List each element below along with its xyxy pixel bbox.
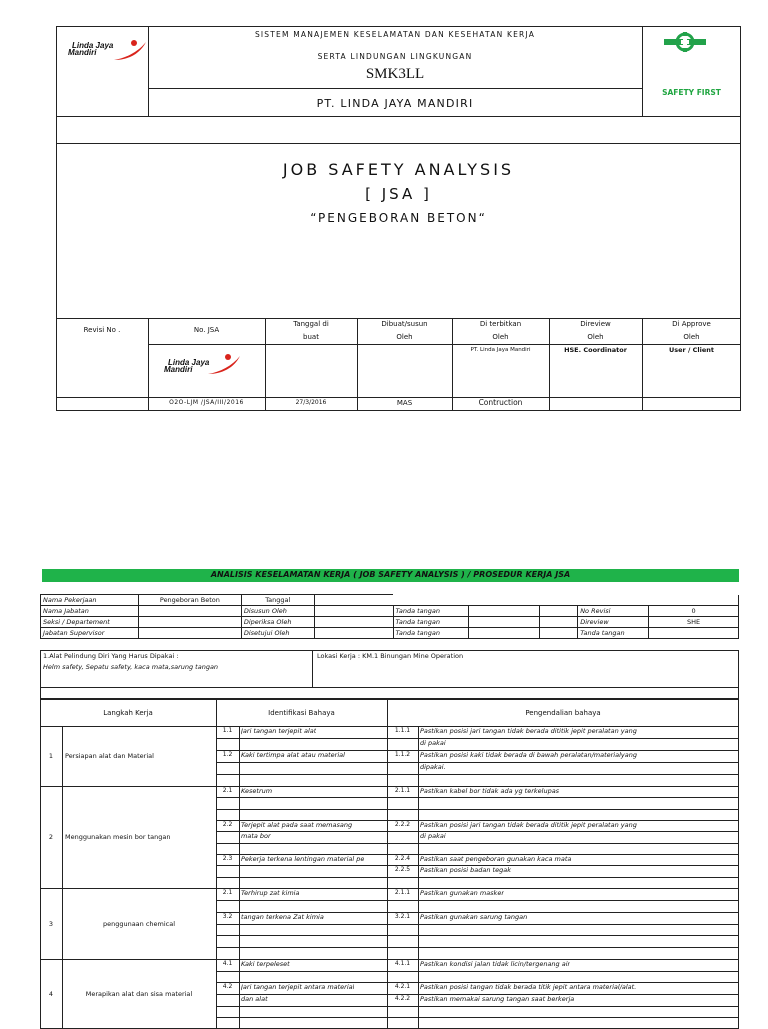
hazard-number: 2.1 (222, 889, 233, 896)
row-line (387, 935, 739, 936)
step-name: penggunaan chemical (102, 919, 176, 928)
info-label-no-revisi: No Revisi (578, 606, 649, 617)
control-text: Pastikan posisi jari tangan tidak berada dititik jepit peralatan yang (420, 727, 637, 735)
document-abbr: [ JSA ] (365, 185, 432, 203)
info-label-tanda1: Tanda tangan (393, 606, 469, 617)
hazard-text: Terjepit alat pada saat memasang (241, 821, 353, 829)
company-logo (68, 38, 148, 64)
row-line (387, 900, 739, 901)
control-number: 2.1.1 (394, 889, 411, 896)
control-text: Pastikan memakai sarung tangan saat berkerja (420, 995, 575, 1003)
divider (642, 26, 643, 116)
approval-jsa-number: O2O-LJM /JSA/III/2016 (169, 399, 244, 406)
apd-title: 1.Alat Pelindung Diri Yang Harus Dipakai : (43, 652, 179, 660)
hazard-number: 4.2 (222, 983, 233, 991)
control-number: 1.1.2 (394, 751, 411, 758)
info-label-tanggal: Tanggal (241, 595, 314, 606)
step-name: Menggunakan mesin bor tangan (65, 833, 171, 841)
divider (387, 699, 388, 1029)
control-number: 4.1.1 (394, 960, 411, 967)
lokasi-kerja: Lokasi Kerja : KM.1 Binungan Mine Operation (317, 652, 464, 660)
control-number: 2.2.2 (394, 821, 411, 828)
row-line (387, 971, 739, 972)
row-line (216, 809, 387, 810)
row-line (216, 971, 387, 972)
approval-header-nojsa: No. JSA (193, 326, 220, 334)
info-label-disetujui: Disetujui Oleh (241, 628, 314, 639)
row-line (387, 924, 739, 925)
hazard-number: 1.2 (222, 751, 233, 758)
header-system-line: SISTEM MANAJEMEN KESELAMATAN DAN KESEHATAN KERJA (254, 30, 536, 39)
hazard-number: 2.1 (222, 787, 233, 794)
step-number: 4 (48, 990, 54, 998)
control-text: di pakai (420, 832, 446, 841)
step-name: Merapikan alat dan sisa material (85, 990, 193, 998)
info-label-diperiksa: Diperiksa Oleh (241, 617, 314, 628)
logo-swoosh-icon (112, 38, 148, 62)
logo-text-line2: Mandiri (164, 365, 193, 374)
control-number: 3.2.1 (394, 912, 411, 920)
info-cell (138, 628, 241, 639)
jsa-header-pengendalian: Pengendalian bahaya (525, 709, 601, 717)
row-line (387, 843, 739, 844)
approval-date: 27/3/2016 (295, 399, 327, 406)
row-line (216, 774, 387, 775)
divider (56, 143, 741, 144)
row-line (387, 947, 739, 948)
row-line (216, 947, 387, 948)
approval-header-dibuat: Dibuat/susun Oleh (381, 320, 428, 341)
logo-text-line2: Mandiri (68, 48, 97, 57)
step-number: 2 (48, 833, 54, 841)
logo-text-line1: Linda Jaya (168, 358, 210, 367)
info-cell (540, 628, 578, 639)
info-cell (469, 606, 540, 617)
hazard-number: 2.2 (222, 821, 233, 828)
control-text: Pastikan gunakan masker (420, 889, 504, 897)
approval-header-diapprove: Di Approve Oleh (672, 320, 711, 341)
jsa-table-frame (40, 699, 739, 1029)
hazard-text: Kaki terpeleset (241, 960, 290, 968)
info-value-direview: SHE (649, 617, 739, 628)
hazard-text: dan alat (241, 995, 268, 1003)
info-cell (469, 595, 540, 606)
info-cell (540, 606, 578, 617)
control-number: 2.2.5 (394, 866, 411, 874)
logo-swoosh-icon (206, 352, 242, 376)
hazard-text: Jari tangan terjepit alat (241, 727, 317, 735)
divider (216, 699, 217, 1029)
info-label-nama-pekerjaan: Nama Pekerjaan (41, 595, 139, 606)
row-line (387, 1006, 739, 1007)
approval-author: MAS (396, 399, 413, 407)
row-line (387, 1017, 739, 1018)
safety-gear-icon (662, 32, 708, 52)
hazard-text: Kaki tertimpa alat atau material (241, 751, 345, 759)
control-text: Pastikan posisi badan tegak (420, 866, 511, 875)
approval-approver: User / Client (668, 346, 715, 354)
divider (148, 88, 642, 89)
approval-header-tanggal: Tanggal di buat (293, 320, 329, 341)
divider (148, 344, 741, 345)
info-label-jabatan-supervisor: Jabatan Supervisor (41, 628, 139, 639)
apd-items: Helm safety, Sepatu safety, kaca mata,sarung tangan (43, 663, 219, 671)
row-line (216, 935, 387, 936)
info-cell (314, 628, 393, 639)
divider (62, 726, 63, 1029)
info-cell (469, 628, 540, 639)
info-label-nama-jabatan: Nama Jabatan (41, 606, 139, 617)
info-cell (540, 595, 578, 606)
row-line (216, 1006, 387, 1007)
control-text: Pastikan saat pengeboran gunakan kaca mata (420, 855, 572, 863)
step-number: 3 (48, 919, 54, 928)
info-cell (469, 617, 540, 628)
control-number: 2.2.4 (394, 855, 411, 862)
control-text: di pakai (420, 739, 446, 747)
approval-dept: Contruction (478, 398, 523, 407)
info-cell (314, 617, 393, 628)
control-text: dipakai. (420, 763, 446, 771)
hazard-text: Pekerja terkena lentingan material pe (241, 855, 365, 863)
info-cell (314, 606, 393, 617)
hazard-text: tangan terkena Zat kimia (241, 912, 324, 921)
info-cell (649, 595, 739, 606)
step-number: 1 (48, 752, 54, 760)
hazard-text: mata bor (241, 832, 271, 841)
control-text: Pastikan gunakan sarung tangan (420, 912, 528, 921)
approval-header-direview: Direview Oleh (580, 320, 611, 341)
step-name: Persiapan alat dan Material (65, 752, 154, 760)
info-label-direview: Direview (578, 617, 649, 628)
control-text: Pastikan posisi jari tangan tidak berada dititik jepit peralatan yang (420, 821, 637, 829)
header-lindungan-line: SERTA LINDUNGAN LINGKUNGAN (317, 52, 473, 61)
row-line (216, 865, 387, 866)
control-text: Pastikan posisi kaki tidak berada di bawah peralatan/materialyang (420, 751, 637, 759)
control-number: 4.2.2 (394, 995, 411, 1002)
row-line (216, 762, 387, 763)
approval-publisher: PT. Linda Jaya Mandiri (470, 347, 531, 353)
jsa-header-langkah: Langkah Kerja (103, 709, 153, 717)
hazard-number: 1.1 (222, 727, 233, 734)
control-number: 2.1.1 (394, 787, 411, 794)
company-logo-small (164, 352, 244, 378)
info-value-no-revisi: 0 (649, 606, 739, 617)
row-line (216, 843, 387, 844)
row-line (387, 877, 739, 878)
header-smk3ll: SMK3LL (365, 66, 425, 82)
approval-header-revisi: Revisi No . (83, 326, 121, 334)
row-line (216, 797, 387, 798)
hazard-text: Kesetrum (241, 787, 273, 795)
hazard-number: 2.3 (222, 855, 233, 862)
approval-header-diterbitkan: Di terbitkan Oleh (479, 320, 522, 341)
row-line (216, 738, 387, 739)
control-text: Pastikan kondisi jalan tidak licin/tergenang air (420, 960, 571, 968)
row-line (387, 809, 739, 810)
control-number: 1.1.1 (394, 727, 411, 734)
info-cell (393, 595, 469, 606)
info-value-nama-pekerjaan: Pengeboran Beton (138, 595, 241, 606)
hazard-text: Jari tangan terjepit antara material (241, 983, 355, 992)
document-subject: “PENGEBORAN BETON“ (310, 211, 487, 225)
hazard-text: Terhirup zat kimia (241, 889, 300, 897)
row-line (387, 774, 739, 775)
section-banner-text: ANALISIS KESELAMATAN KERJA ( JOB SAFETY ANALYSIS ) / PROSEDUR KERJA JSA (210, 570, 571, 579)
info-label-tanda4: Tanda tangan (578, 628, 649, 639)
hazard-number: 3.2 (222, 912, 233, 920)
control-text: Pastikan kabel bor tidak ada yg terkelupas (420, 787, 560, 795)
row-line (216, 877, 387, 878)
divider (40, 687, 739, 688)
info-table (40, 594, 739, 639)
header-company-name: PT. LINDA JAYA MANDIRI (316, 97, 474, 110)
row-line (387, 797, 739, 798)
info-cell (578, 595, 649, 606)
logo-text-line1: Linda Jaya (72, 41, 114, 50)
info-cell (540, 617, 578, 628)
control-text: Pastikan posisi tangan tidak berada titik jepit antara material/alat. (420, 983, 637, 992)
info-cell (138, 617, 241, 628)
info-label-tanda3: Tanda tangan (393, 628, 469, 639)
jsa-header-identifikasi: Identifikasi Bahaya (268, 709, 335, 717)
document-title: JOB SAFETY ANALYSIS (282, 160, 515, 179)
info-label-tanda2: Tanda tangan (393, 617, 469, 628)
info-label-seksi: Seksi / Departement (41, 617, 139, 628)
row-line (216, 900, 387, 901)
info-cell (649, 628, 739, 639)
row-line (216, 924, 387, 925)
control-number: 4.2.1 (394, 983, 411, 991)
hazard-number: 4.1 (222, 960, 233, 967)
info-label-disusun: Disusun Oleh (241, 606, 314, 617)
info-cell (314, 595, 393, 606)
row-line (216, 1017, 387, 1018)
info-cell (138, 606, 241, 617)
approval-reviewer: HSE. Coordinator (564, 346, 627, 354)
divider (312, 650, 313, 687)
divider (56, 116, 741, 117)
safety-first-label: SAFETY FIRST (662, 88, 721, 97)
divider (56, 397, 741, 398)
